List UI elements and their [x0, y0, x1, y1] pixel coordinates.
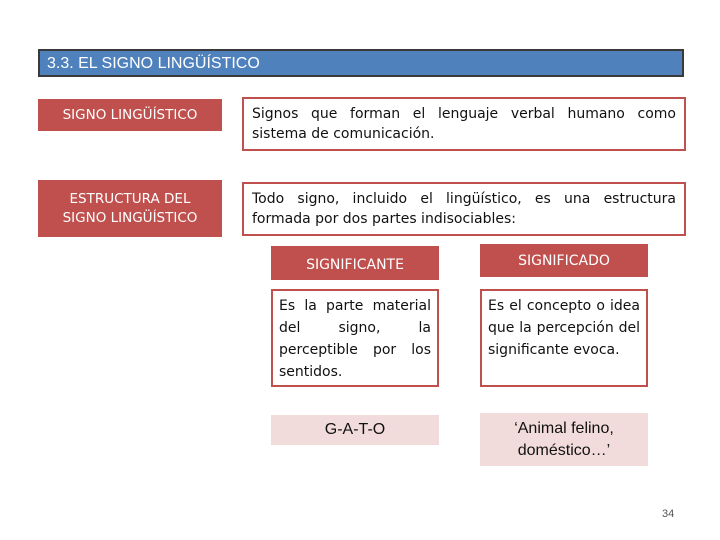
term-box-signo [38, 99, 222, 131]
section-title-bar [38, 49, 684, 77]
significado-example-line2: doméstico…’ [517, 441, 611, 459]
term-label-signo: SIGNO LINGÜÍSTICO [62, 106, 198, 123]
significado-example-line1: ‘Animal felino, [514, 419, 614, 437]
significante-header [271, 246, 439, 280]
significado-header-label: SIGNIFICADO [518, 252, 610, 269]
significante-description: Es la parte material del signo, la perceptible por los sentidos. [279, 298, 431, 380]
significante-header-label: SIGNIFICANTE [306, 257, 404, 273]
definition-box-signo [242, 97, 686, 151]
significado-description: Es el concepto o idea que la percepción del significante evoca. [488, 298, 640, 358]
term-box-estructura [38, 180, 222, 237]
significado-description-box [480, 289, 648, 387]
term-label-estructura-line2: SIGNO LINGÜÍSTICO [62, 209, 198, 226]
significado-example-box [480, 413, 648, 466]
definition-text-signo: Signos que forman el lenguaje verbal humano como sistema de comunicación. [252, 106, 676, 142]
page-number: 34 [662, 508, 675, 520]
section-title: 3.3. EL SIGNO LINGÜÍSTICO [47, 55, 260, 72]
definition-box-estructura [242, 182, 686, 236]
significante-example: G-A-T-O [324, 421, 386, 438]
significante-example-box [271, 415, 439, 445]
definition-text-estructura: Todo signo, incluido el lingüístico, es una estructura formada por dos partes indisociables: [252, 191, 676, 227]
significante-description-box [271, 289, 439, 387]
term-label-estructura-line1: ESTRUCTURA DEL [69, 191, 191, 208]
significado-header [480, 244, 648, 277]
